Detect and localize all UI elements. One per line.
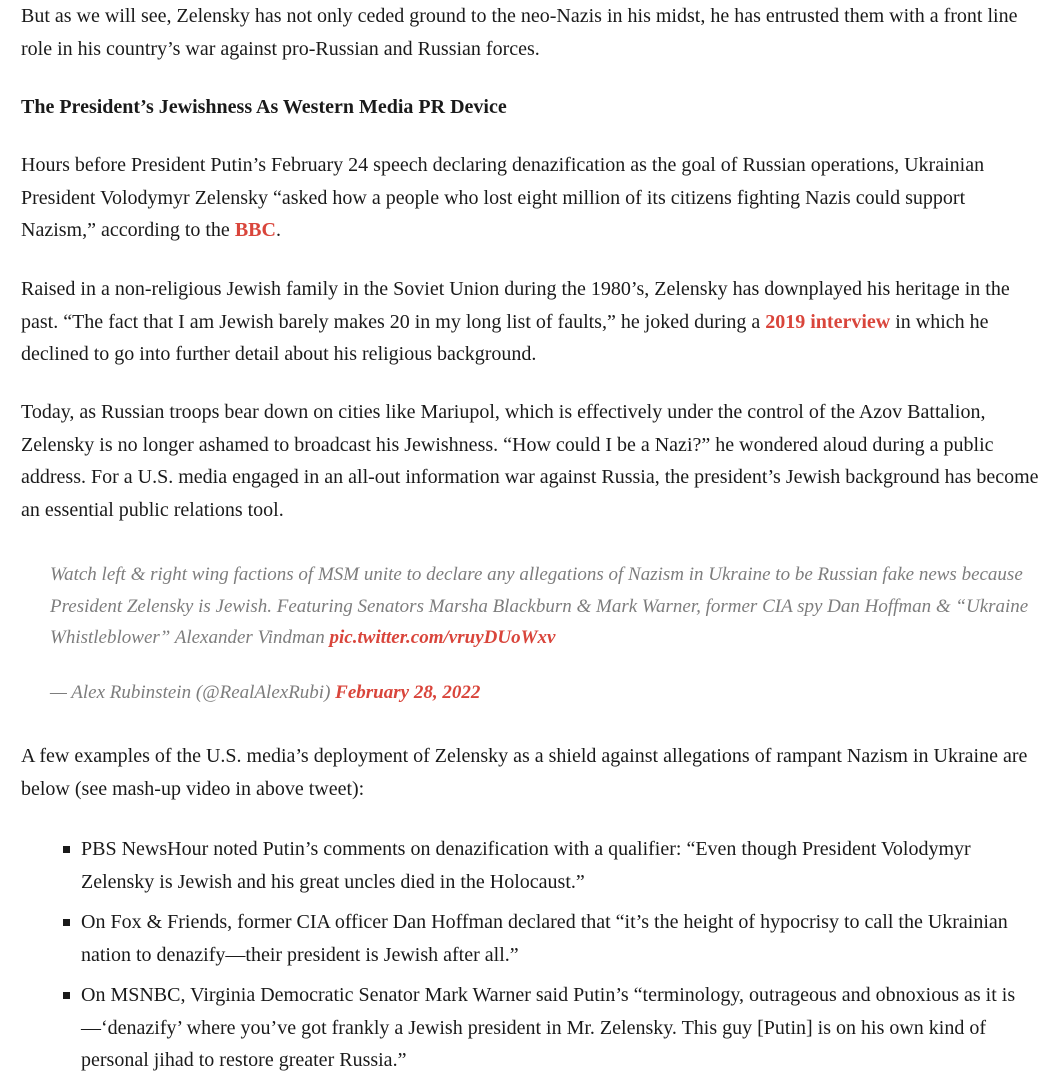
tweet-pic-link[interactable]: pic.twitter.com/vruyDUoWxv [329, 627, 556, 648]
tweet-author: — Alex Rubinstein (@RealAlexRubi) [50, 681, 336, 703]
tweet-text [50, 559, 1040, 654]
examples-list [21, 833, 1041, 1085]
tweet-attribution [50, 677, 1040, 709]
paragraph-azov: Today, as Russian troops bear down on cities like Mariupol, which is effectively under the control of the Azov Battalion, Zelensky is no longer ashamed to broadcast his Jewishness. “How could I be a Nazi?” he wondered aloud during a public address. For a U.S. media engaged in an all-out information war against Russia, the president’s Jewish background has become an essential public relations tool. [21, 401, 1039, 521]
paragraph-text: Hours before President Putin’s February 24 speech declaring denazification as the goal of Russian operations, Ukrainian President Volodymyr Zelensky “asked how a people who lost eight million of its citizens fighting Nazis could support Nazism,” according to the [21, 154, 985, 241]
section-heading: The President’s Jewishness As Western Media PR Device [21, 96, 507, 118]
bullet-icon [63, 846, 70, 853]
list-item [21, 833, 1041, 898]
intro-paragraph: But as we will see, Zelensky has not only ceded ground to the neo-Nazis in his midst, he has entrusted them with a front line role in his country’s war against pro-Russian and Russian forces. [21, 5, 1018, 60]
paragraph-examples: A few examples of the U.S. media’s deployment of Zelensky as a shield against allegations of rampant Nazism in Ukraine are below (see mash-up video in above tweet): [21, 745, 1028, 800]
list-item-text: PBS NewsHour noted Putin’s comments on denazification with a qualifier: “Even though President Volodymyr Zelensky is Jewish and his great uncles died in the Holocaust.” [81, 838, 971, 893]
paragraph-text: in which he declined to go into further detail about his religious background. [21, 310, 989, 365]
interview-2019-link[interactable]: 2019 interview [765, 310, 891, 333]
bullet-icon [63, 992, 70, 999]
list-item [21, 906, 1041, 971]
embedded-tweet [50, 559, 1040, 708]
paragraph-text: Raised in a non-religious Jewish family in the Soviet Union during the 1980’s, Zelensky has downplayed his heritage in the past. “The fact that I am Jewish barely makes 20 in my long list of faults,” he joked during a [21, 278, 1010, 333]
tweet-body: Watch left & right wing factions of MSM unite to declare any allegations of Nazism in Ukraine to be Russian fake news because President Zelensky is Jewish. Featuring Senators Marsha Blackburn & Mark Warner, former CIA spy Dan Hoffman & “Ukraine Whistleblower” Alexander Vindman [50, 564, 1029, 648]
list-item-text: On Fox & Friends, former CIA officer Dan Hoffman declared that “it’s the height of hypocrisy to call the Ukrainian nation to denazify—their president is Jewish after all.” [81, 911, 1008, 966]
bullet-icon [63, 919, 70, 926]
paragraph-bbc [21, 149, 1041, 247]
list-item-text: On MSNBC, Virginia Democratic Senator Mark Warner said Putin’s “terminology, outrageous and obnoxious as it is—‘denazify’ where you’ve got frankly a Jewish president in Mr. Zelensky. This guy [Putin] is on his own kind of personal jihad to restore greater Russia.” [81, 984, 1016, 1071]
paragraph-text: . [275, 219, 281, 241]
bbc-link[interactable]: BBC [234, 219, 276, 241]
tweet-date-link[interactable]: February 28, 2022 [335, 681, 481, 703]
list-item [21, 979, 1041, 1077]
paragraph-heritage [21, 273, 1041, 371]
